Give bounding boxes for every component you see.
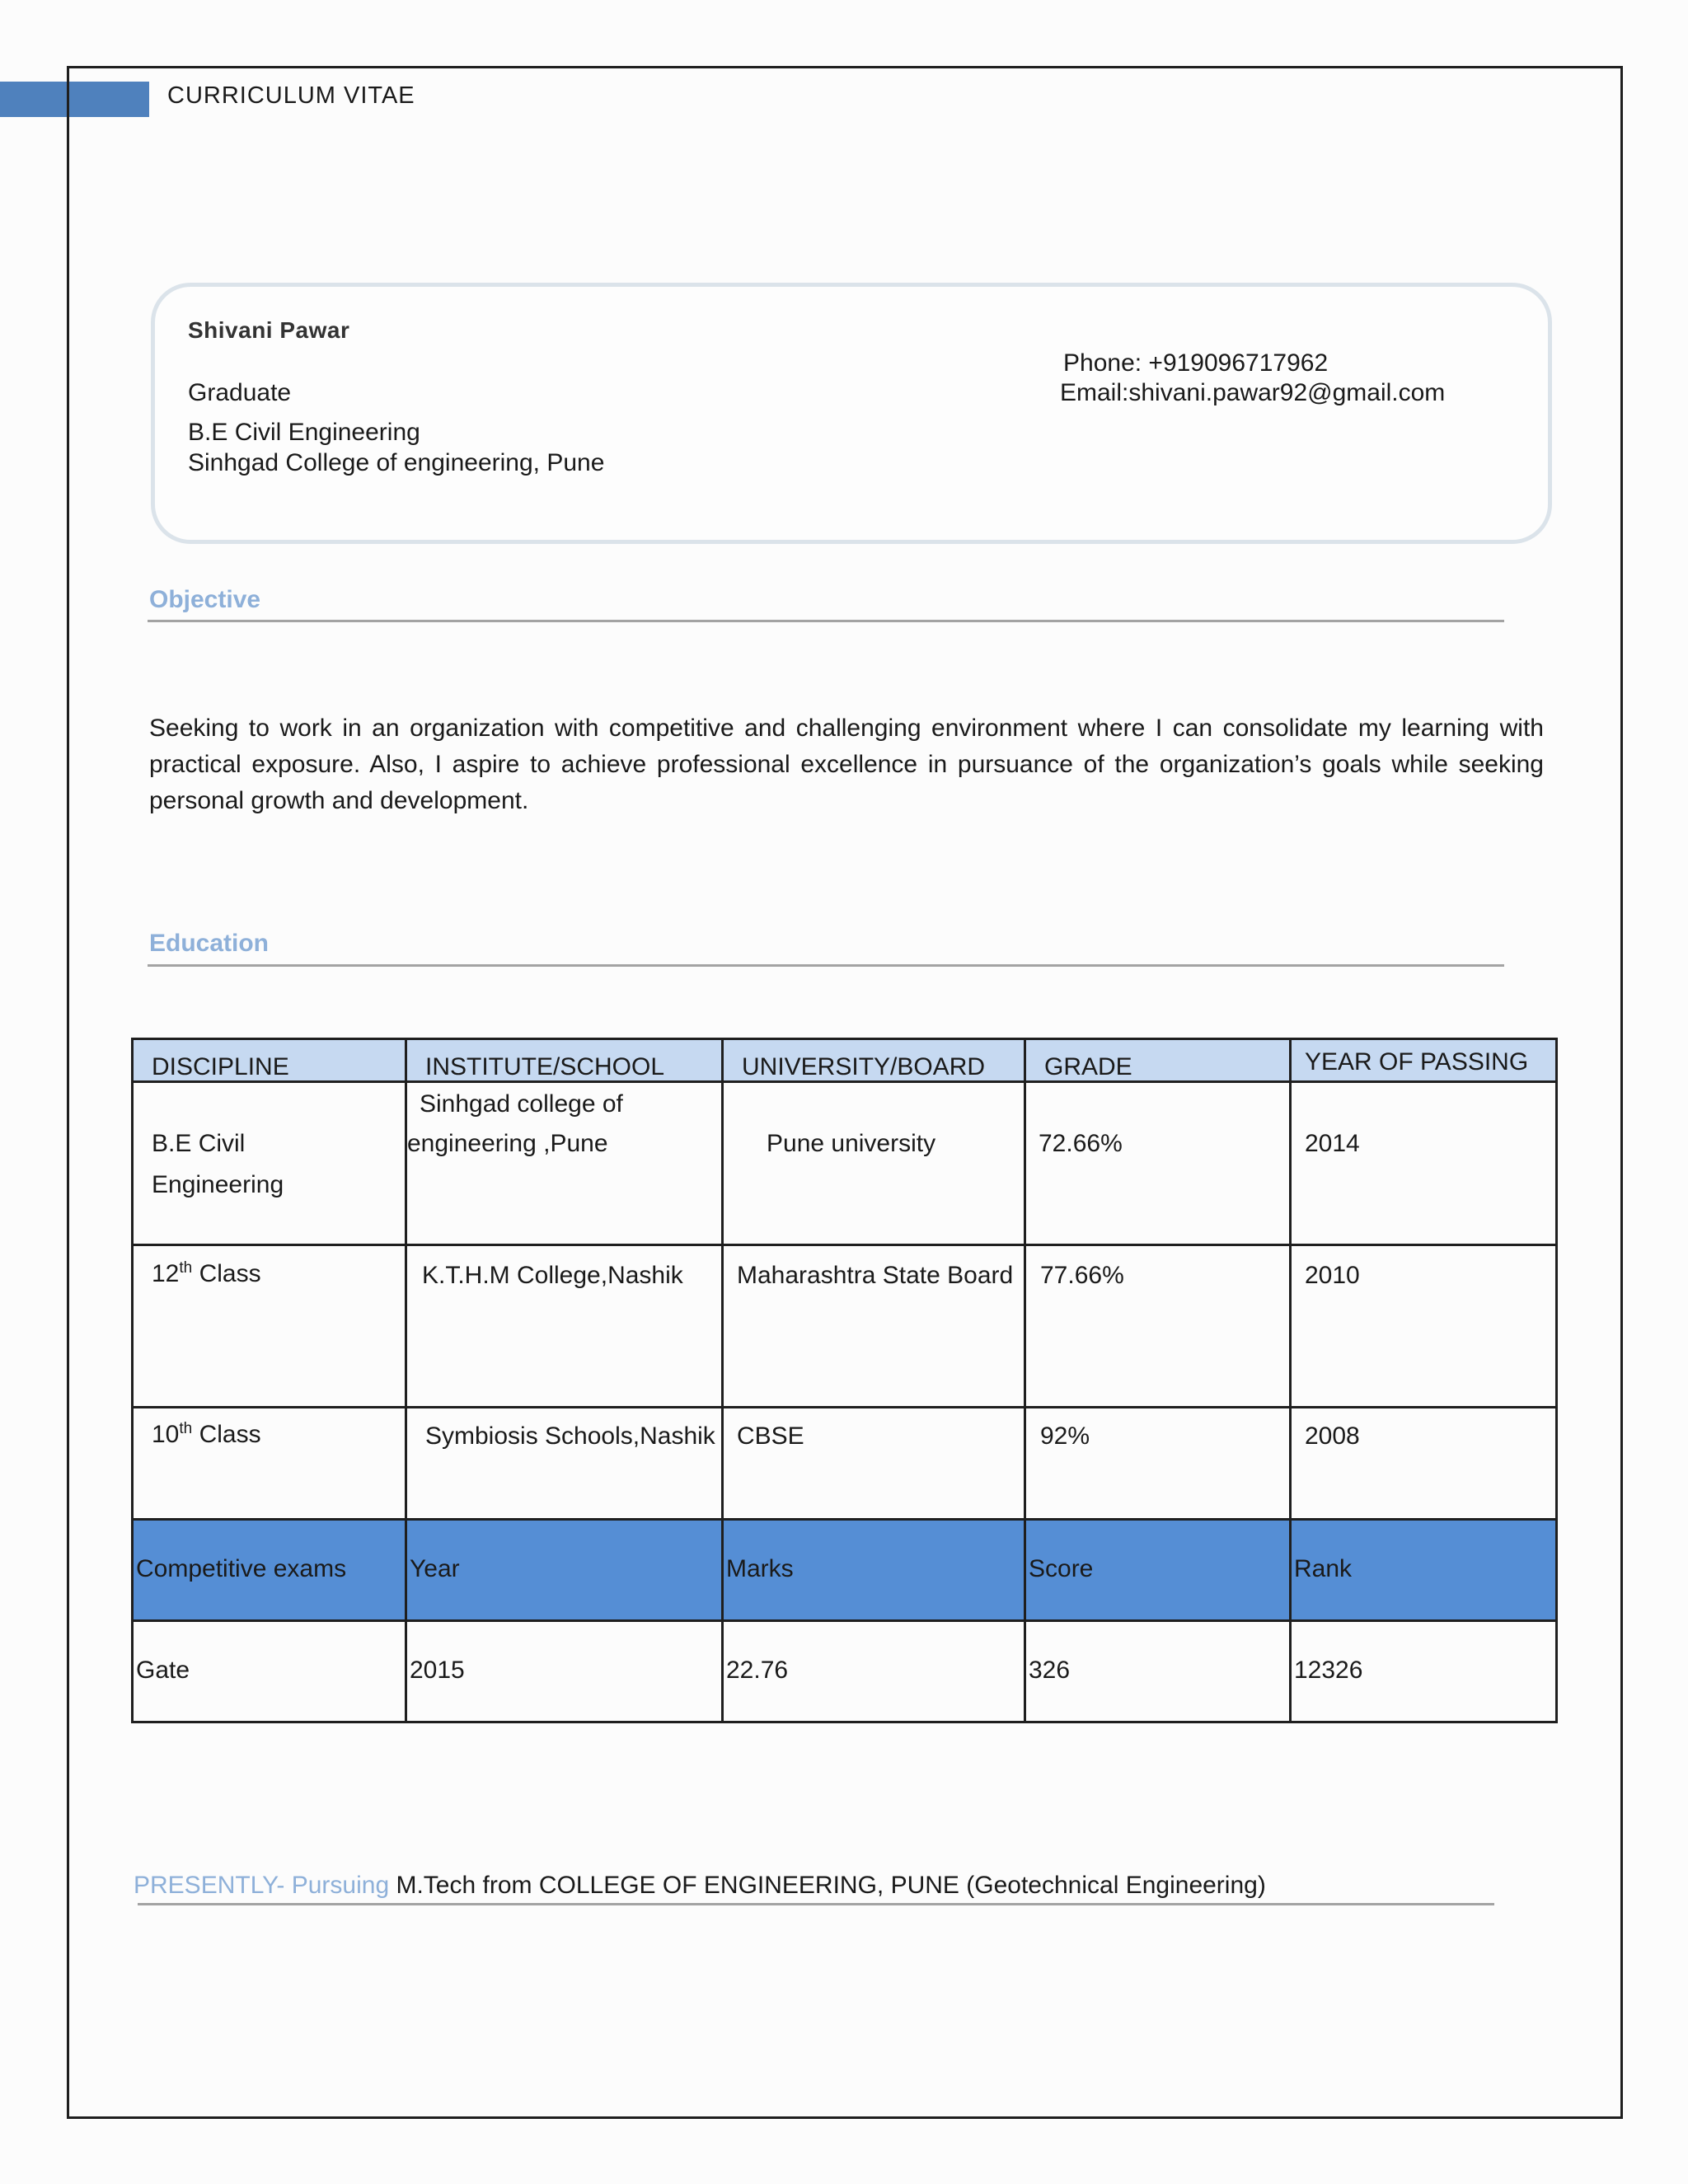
table-row [133, 1245, 1557, 1408]
candidate-college: Sinhgad College of engineering, Pune [188, 449, 605, 476]
table-cell: 2008 [1291, 1408, 1557, 1520]
column-header: YEAR OF PASSING [1291, 1039, 1557, 1082]
table-cell: 12326 [1291, 1621, 1557, 1722]
document-title: CURRICULUM VITAE [167, 82, 415, 109]
column-header: Year [406, 1520, 723, 1621]
table-cell: 2010 [1291, 1245, 1557, 1408]
column-header: Marks [723, 1520, 1025, 1621]
table-cell: Sinhgad college of engineering ,Pune [406, 1082, 723, 1245]
presently-text: M.Tech from COLLEGE OF ENGINEERING, PUNE (Geotechnical Engineering) [389, 1872, 1266, 1899]
table-cell: 10th Class [133, 1408, 406, 1520]
presently-label: PRESENTLY- Pursuing [134, 1872, 390, 1899]
column-header: Score [1025, 1520, 1291, 1621]
objective-rule [148, 620, 1504, 622]
table-cell: Pune university [723, 1082, 1025, 1245]
presently-rule [138, 1903, 1494, 1905]
phone-number: Phone: +919096717962 [1063, 349, 1329, 377]
education-header-row [133, 1039, 1557, 1082]
table-row [133, 1621, 1557, 1722]
column-header: DISCIPLINE [133, 1039, 406, 1082]
objective-heading: Objective [149, 586, 261, 613]
candidate-name: Shivani Pawar [188, 317, 350, 343]
table-cell: CBSE [723, 1408, 1025, 1520]
email-address[interactable]: Email:shivani.pawar92@gmail.com [1060, 379, 1446, 406]
table-row [133, 1082, 1557, 1245]
table-cell: 77.66% [1025, 1245, 1291, 1408]
table-cell: 326 [1025, 1621, 1291, 1722]
column-header: Competitive exams [133, 1520, 406, 1621]
table-cell: 92% [1025, 1408, 1291, 1520]
column-header: GRADE [1025, 1039, 1291, 1082]
candidate-status: Graduate [188, 379, 292, 406]
exam-header-row [133, 1520, 1557, 1621]
education-rule [148, 964, 1504, 967]
presently-line [134, 1872, 1266, 1900]
table-cell: Symbiosis Schools,Nashik [406, 1408, 723, 1520]
table-cell: 2014 [1291, 1082, 1557, 1245]
table-row [133, 1408, 1557, 1520]
education-table [131, 1038, 1558, 1723]
table-cell: Gate [133, 1621, 406, 1722]
column-header: INSTITUTE/SCHOOL [406, 1039, 723, 1082]
column-header: Rank [1291, 1520, 1557, 1621]
profile-box [151, 283, 1552, 544]
education-heading: Education [149, 930, 270, 957]
table-cell: 22.76 [723, 1621, 1025, 1722]
table-cell: 2015 [406, 1621, 723, 1722]
table-cell: Maharashtra State Board [723, 1245, 1025, 1408]
table-cell: 72.66% [1025, 1082, 1291, 1245]
table-cell: K.T.H.M College,Nashik [406, 1245, 723, 1408]
objective-text: Seeking to work in an organization with competitive and challenging environment where I can consolidate my learning with practical exposure. Also, I aspire to achieve professional excellence in pursuance of the organization’s goals while seeking personal growth and development. [149, 715, 1544, 814]
table-cell: 12th Class [133, 1245, 406, 1408]
candidate-degree: B.E Civil Engineering [188, 419, 420, 446]
table-cell: B.E Civil Engineering [133, 1082, 406, 1245]
column-header: UNIVERSITY/BOARD [723, 1039, 1025, 1082]
